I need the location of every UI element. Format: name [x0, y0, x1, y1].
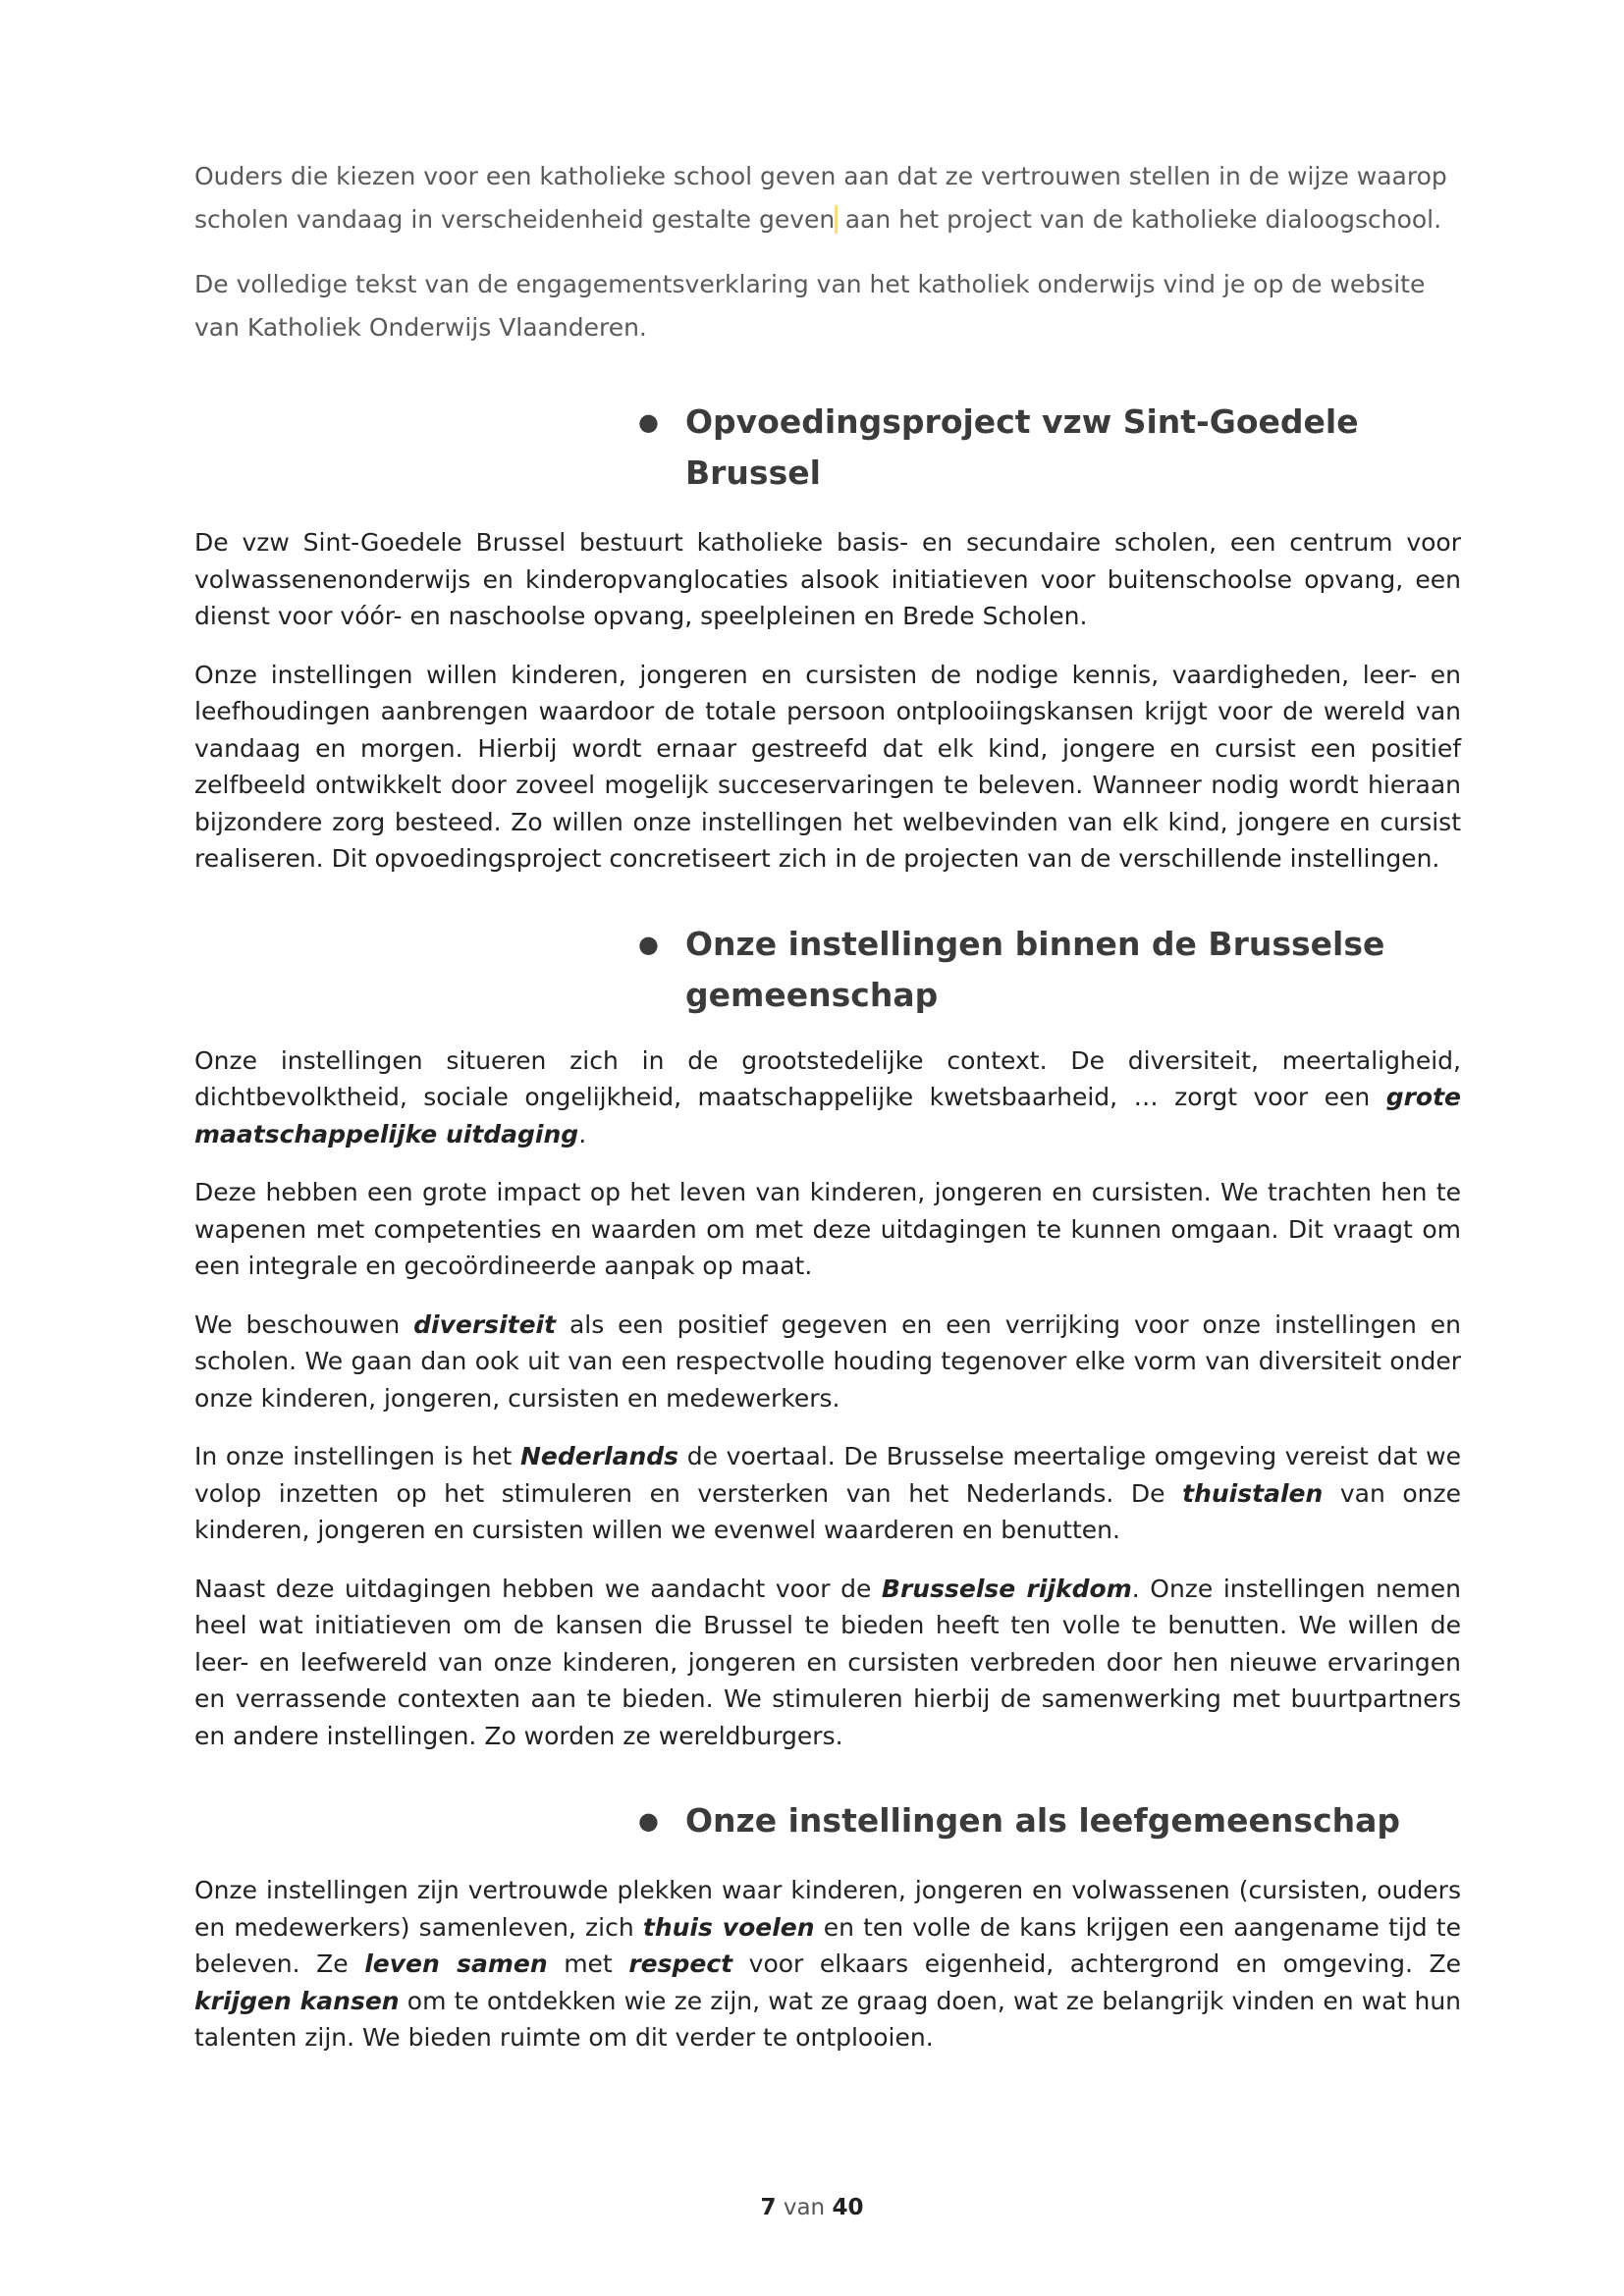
intro-paragraph-1	[194, 155, 1461, 241]
paragraph: Onze instellingen willen kinderen, jongeren en cursisten de nodige kennis, vaardigheden, leer- en leefhoudingen aanbrengen waardoor de totale persoon ontplooiingskansen krijgt voor de wereld van vandaag en morgen. Hierbij wordt ernaar gestreefd dat elk kind, jongere en cursist een positief zelfbeeld ontwikkelt door zoveel mogelijk succeservaringen te beleven. Wanneer nodig wordt hieraan bijzondere zorg besteed. Zo willen onze instellingen het welbevinden van elk kind, jongere en cursist realiseren. Dit opvoedingsproject concretiseert zich in de projecten van de verschillende instellingen.	[194, 660, 1461, 873]
page-separator: van	[783, 2195, 826, 2220]
text: .	[578, 1119, 587, 1148]
text: In onze instellingen is het	[194, 1442, 520, 1470]
intro-text-1b: aan het project van de katholieke dialoogschool.	[837, 205, 1442, 234]
emphasis-text: grote maatschappelijke uitdaging	[194, 1083, 1461, 1148]
emphasis-text: krijgen kansen	[194, 1986, 400, 2015]
text: We beschouwen	[194, 1309, 414, 1339]
text: om te ontdekken wie ze zijn, wat ze graag doen, wat ze belangrijk vinden en wat hun talenten zijn. We bieden ruimte om dit verder te ontplooien.	[194, 1986, 1462, 2052]
emphasis-text: diversiteit	[413, 1309, 557, 1339]
paragraph	[194, 1042, 1461, 1153]
text: Naast deze uitdagingen hebben we aandacht voor de	[194, 1574, 882, 1603]
paragraph	[194, 1571, 1461, 1755]
paragraph	[194, 1307, 1461, 1417]
section-title: Opvoedingsproject vzw Sint-Goedele Brussel	[685, 402, 1359, 492]
text: de voertaal. De Brusselse meertalige omgeving vereist dat we volop inzetten op het stimuleren en versterken van het Nederlands. De	[194, 1442, 1461, 1508]
section-title: Onze instellingen binnen de Brusselse gemeenschap	[685, 924, 1385, 1014]
paragraph	[194, 1438, 1461, 1549]
text: Onze instellingen situeren zich in de grootstedelijke context. De diversiteit, meertaligheid, dichtbevolktheid, sociale ongelijkheid, maatschappelijke kwetsbaarheid, … zorgt voor een	[194, 1045, 1461, 1111]
text: van onze kinderen, jongeren en cursisten willen we evenwel waarderen en benutten.	[194, 1478, 1461, 1544]
page-content	[194, 155, 1461, 2056]
emphasis-text: respect	[628, 1949, 733, 1978]
page-total: 40	[832, 2195, 864, 2220]
bullet-icon: ●	[638, 408, 659, 436]
emphasis-text: thuistalen	[1182, 1478, 1324, 1508]
text: Onze instellingen zijn vertrouwde plekken waar kinderen, jongeren en volwassenen (cursisten, ouders en medewerkers) samenleven, zich	[194, 1876, 1461, 1942]
emphasis-text: Nederlands	[519, 1442, 679, 1470]
paragraph: Deze hebben een grote impact op het leven van kinderen, jongeren en cursisten. We trachten hen te wapenen met competenties en waarden om met deze uitdagingen te kunnen omgaan. Dit vraagt om een integrale en gecoördineerde aanpak op maat.	[194, 1178, 1461, 1280]
section-heading-opvoedingsproject	[638, 397, 1443, 499]
page-number: 7	[760, 2195, 777, 2220]
page-footer	[0, 2195, 1624, 2220]
intro-text-1a: Ouders die kiezen voor een katholieke school geven aan dat ze vertrouwen stellen in de wijze waarop scholen vandaag in verscheidenheid gestalte geven	[194, 162, 1447, 234]
emphasis-text: leven samen	[364, 1949, 548, 1978]
text: . Onze instellingen nemen heel wat initiatieven om de kansen die Brussel te bieden heeft ten volle te benutten. We willen de leer- en leefwereld van onze kinderen, jongeren en cursisten verbreden door hen nieuwe ervaringen en verrassende contexten aan te bieden. We stimuleren hierbij de samenwerking met buurtpartners en andere instellingen. Zo worden ze wereldburgers.	[194, 1574, 1461, 1750]
intro-paragraph-2: De volledige tekst van de engagementsverklaring van het katholiek onderwijs vind je op de website van Katholiek Onderwijs Vlaanderen.	[194, 270, 1426, 342]
text: met	[547, 1949, 629, 1978]
section-title: Onze instellingen als leefgemeenschap	[685, 1801, 1401, 1840]
bullet-icon: ●	[638, 930, 659, 958]
bullet-icon: ●	[638, 1807, 659, 1835]
text: en ten volle de kans krijgen een aangename tijd te beleven. Ze	[194, 1912, 1461, 1978]
text: voor elkaars eigenheid, achtergrond en omgeving. Ze	[732, 1949, 1461, 1978]
emphasis-text: Brusselse rijkdom	[881, 1574, 1132, 1603]
emphasis-text: thuis voelen	[642, 1912, 815, 1942]
paragraph	[194, 1872, 1461, 2056]
section-heading-leefgemeenschap	[638, 1795, 1443, 1846]
paragraph: De vzw Sint-Goedele Brussel bestuurt katholieke basis- en secundaire scholen, een centrum voor volwassenenonderwijs en kinderopvanglocaties alsook initiatieven voor buitenschoolse opvang, een dienst voor vóór- en naschoolse opvang, speelpleinen en Brede Scholen.	[194, 528, 1461, 630]
text: als een positief gegeven en een verrijking voor onze instellingen en scholen. We gaan dan ook uit van een respectvolle houding tegenover elke vorm van diversiteit onder onze kinderen, jongeren, cursisten en medewerkers.	[194, 1309, 1461, 1413]
section-heading-brusselse-gemeenschap	[638, 919, 1443, 1021]
